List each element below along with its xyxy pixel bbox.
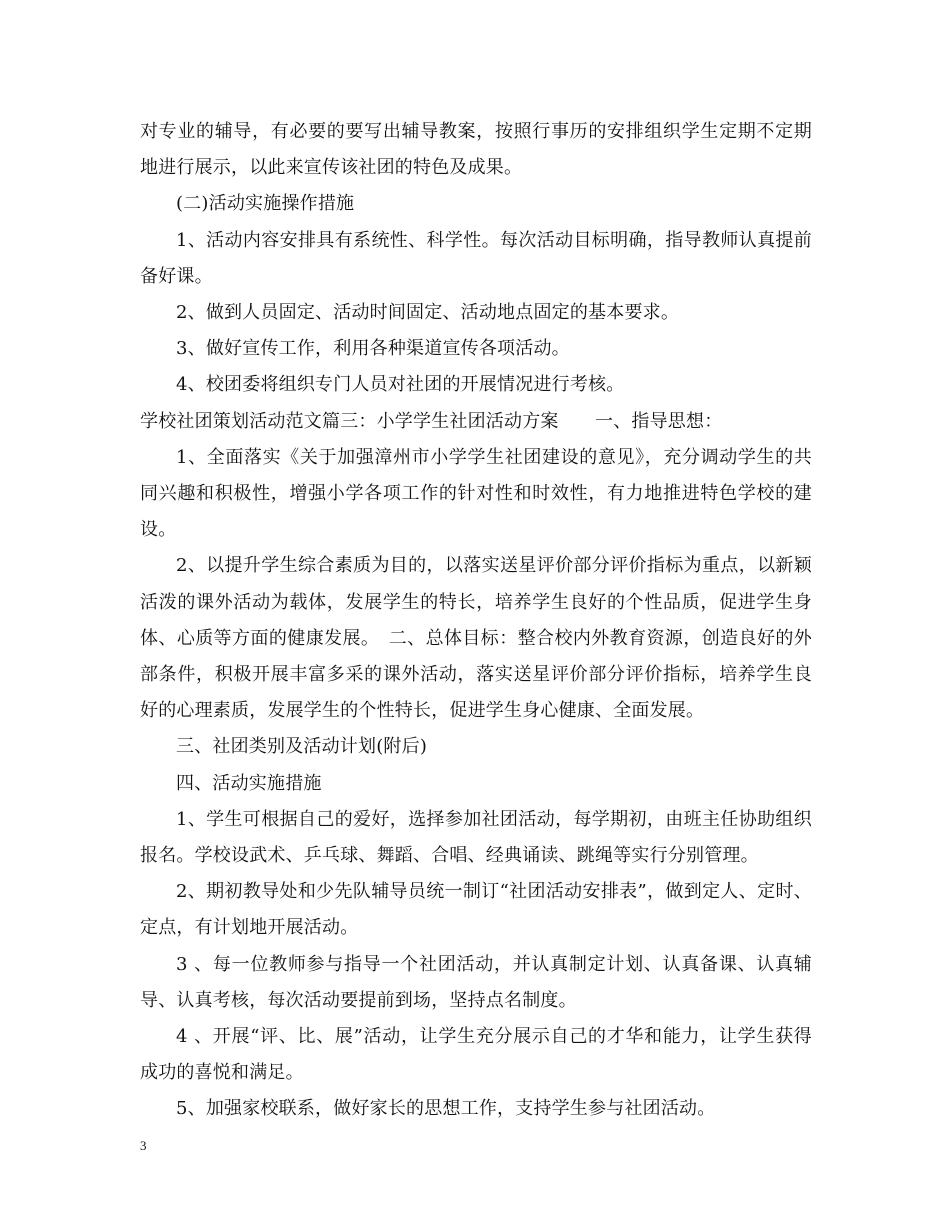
paragraph-3: 1、活动内容安排具有系统性、科学性。每次活动目标明确，指导教师认真提前备好课。 [140,229,812,287]
section-heading-implementation-measures: (二)活动实施操作措施 [176,193,355,215]
paragraph-6: 4、校团委将组织专门人员对社团的开展情况进行考核。 [176,374,625,396]
paragraph-15: 4 、开展“评、比、展”活动，让学生充分展示自己的才华和能力，让学生获得成功的喜悦和满足。 [140,1026,812,1084]
paragraph-9: 2、以提升学生综合素质为目的，以落实送星评价部分评价指标为重点，以新颖活泼的课外活动为载体，发展学生的特长，培养学生良好的个性品质，促进学生身体、心质等方面的健康发展。 二、总体目标：整合校内外教育资源，创造良好的外部条件，积极开展丰富多采的课外活动，落实送星评价部分评价指标，培养学生良好的心理素质，发展学生的个性特长，促进学生身心健康、全面发展。 [140,555,812,722]
section-title-part-three: 学校社团策划活动范文篇三：小学学生社团活动方案 一、指导思想： [140,410,723,432]
section-heading-activity-measures: 四、活动实施措施 [176,772,322,794]
document-body [140,114,812,1128]
paragraph-1: 对专业的辅导，有必要的要写出辅导教案，按照行事历的安排组织学生定期不定期地进行展示，以此来宣传该社团的特色及成果。 [140,121,812,179]
paragraph-16: 5、加强家校联系，做好家长的思想工作，支持学生参与社团活动。 [176,1098,716,1120]
section-heading-club-types: 三、社团类别及活动计划(附后) [176,736,428,758]
paragraph-5: 3、做好宣传工作，利用各种渠道宣传各项活动。 [176,338,570,360]
paragraph-14: 3 、每一位教师参与指导一个社团活动，并认真制定计划、认真备课、认真辅导、认真考核，每次活动要提前到场，坚持点名制度。 [140,953,812,1011]
paragraph-12: 1、学生可根据自己的爱好，选择参加社团活动，每学期初，由班主任协助组织报名。学校设武术、乒乓球、舞蹈、合唱、经典诵读、跳绳等实行分别管理。 [140,808,812,867]
page-number: 3 [140,1138,147,1153]
paragraph-13: 2、期初教导处和少先队辅导员统一制订“社团活动安排表”，做到定人、定时、定点，有计划地开展活动。 [140,881,812,939]
paragraph-8: 1、全面落实《关于加强漳州市小学学生社团建设的意见》，充分调动学生的共同兴趣和积极性，增强小学各项工作的针对性和时效性，有力地推进特色学校的建设。 [140,446,812,541]
paragraph-4: 2、做到人员固定、活动时间固定、活动地点固定的基本要求。 [176,302,680,324]
